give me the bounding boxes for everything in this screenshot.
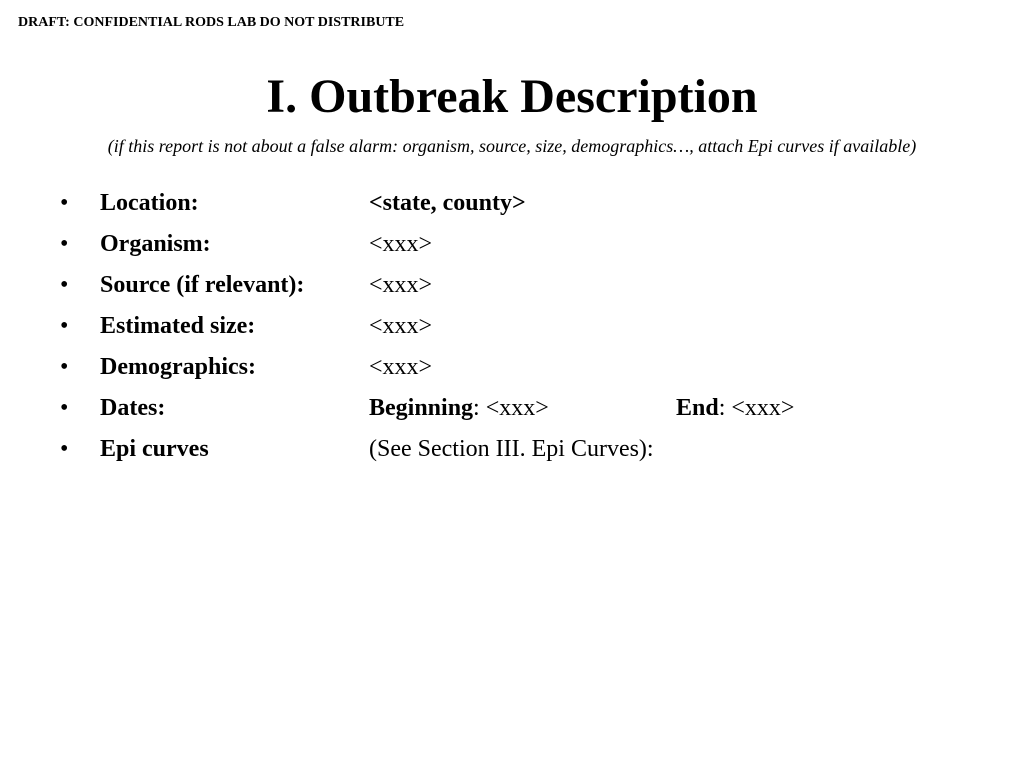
page-title: I. Outbreak Description [266,70,758,123]
dates-beginning [369,389,549,427]
page-subtitle: (if this report is not about a false alarm: organism, source, size, demographics…, attach Epi curves if available) [107,136,917,156]
bullet-icon: • [60,272,69,298]
end-label: End [676,395,719,421]
end-value: <xxx> [731,395,795,421]
demographics-label: Demographics: [100,354,256,380]
beginning-separator: : [473,395,486,421]
list-item-demographics [60,348,1000,389]
list-item-epi-curves [60,430,1000,471]
beginning-label: Beginning [369,395,474,421]
beginning-value: <xxx> [485,395,549,421]
list-item-source [60,266,1000,307]
size-value: <xxx> [369,313,433,339]
bullet-icon: • [60,395,69,421]
list-item-size [60,307,1000,348]
list-item-dates [60,389,1000,430]
bullet-icon: • [60,190,69,216]
epi-curves-label: Epi curves [100,436,209,462]
demographics-value: <xxx> [369,354,433,380]
list-item-location [60,184,1000,225]
size-label: Estimated size: [100,313,256,339]
organism-value: <xxx> [369,231,433,257]
bullet-icon: • [60,231,69,257]
location-label: Location: [100,190,199,216]
end-separator: : [718,395,732,421]
source-value: <xxx> [369,272,433,298]
draft-banner: DRAFT: CONFIDENTIAL RODS LAB DO NOT DISTRIBUTE [18,15,405,30]
epi-curves-value: (See Section III. Epi Curves): [369,436,654,462]
bullet-icon: • [60,436,69,462]
list-item-organism [60,225,1000,266]
bullet-icon: • [60,313,69,339]
source-label: Source (if relevant): [100,272,305,298]
dates-end [676,389,794,427]
dates-label: Dates: [100,395,166,421]
location-value: <state, county> [369,190,526,216]
outbreak-details-list [60,184,1000,471]
organism-label: Organism: [100,231,211,257]
bullet-icon: • [60,354,69,380]
